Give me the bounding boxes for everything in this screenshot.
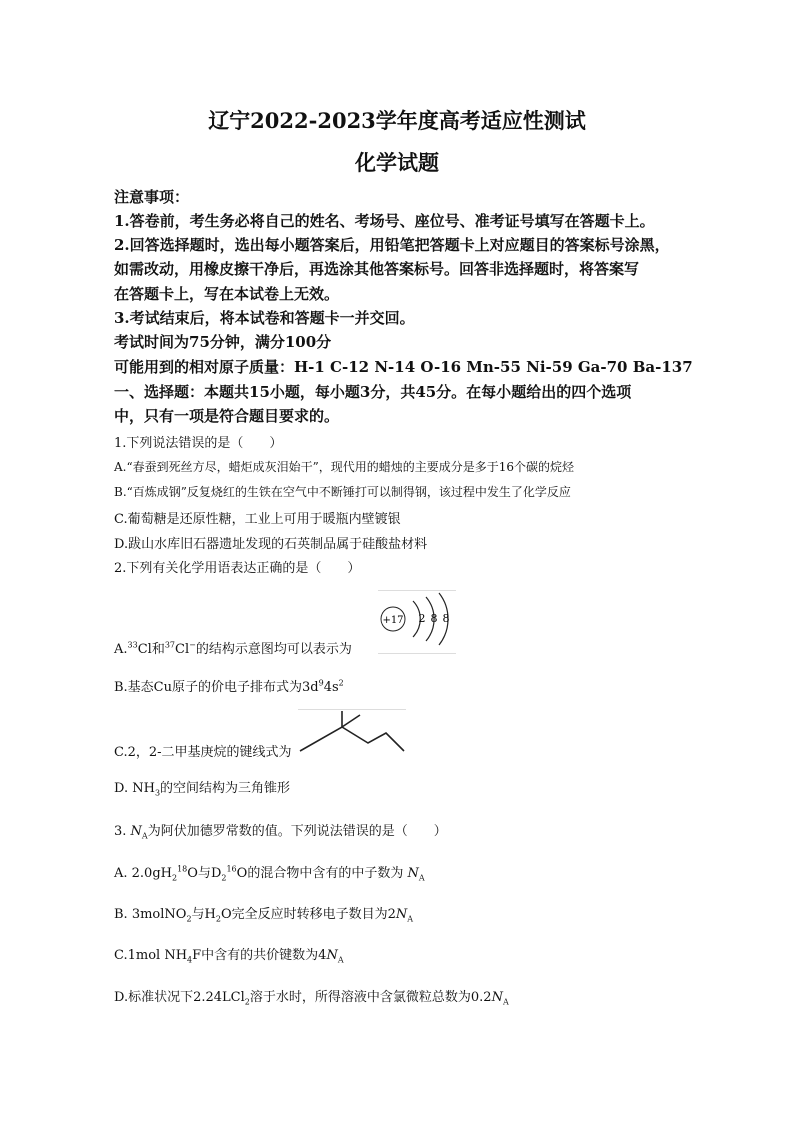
page-title: 辽宁2022-2023学年度高考适应性测试 bbox=[208, 108, 586, 133]
q2-option-a: A.$^{33}$Cl和$^{37}$Cl−的结构示意图均可以表示为 bbox=[114, 640, 352, 657]
skeletal-formula-diagram bbox=[298, 709, 406, 755]
q1-option-b: B.“百炼成钢”反复烧红的生铁在空气中不断锤打可以制得钢，该过程中发生了化学反应 bbox=[114, 485, 571, 499]
note-1: 1.答卷前，考生务必将自己的姓名、考场号、座位号、准考证号填写在答题卡上。 bbox=[114, 212, 655, 230]
q1-stem: 1.下列说法错误的是（ ） bbox=[114, 436, 283, 451]
q1-option-a: A.“春蚕到死丝方尽，蜡炬成灰泪始干”，现代用的蜡烛的主要成分是多于16个碳的烷烃 bbox=[114, 460, 575, 474]
page-subtitle: 化学试题 bbox=[355, 150, 439, 175]
methyl-branch-2 bbox=[342, 715, 360, 727]
q3-stem: 3. $N_A$为阿伏加德罗常数的值。下列说法错误的是（ ） bbox=[114, 824, 447, 841]
q2-option-d: D. $NH_3$的空间结构为三角锥形 bbox=[114, 781, 291, 798]
main-chain-bonds bbox=[300, 727, 404, 751]
q2-stem: 2.下列有关化学用语表达正确的是（ ） bbox=[114, 561, 361, 576]
shell-1-count: 2 bbox=[418, 612, 426, 625]
section-1-line-2: 中，只有一项是符合题目要求的。 bbox=[114, 407, 340, 425]
nucleus-charge: +17 bbox=[382, 615, 404, 626]
note-3: 3.考试结束后，将本试卷和答题卡一并交回。 bbox=[114, 309, 415, 327]
q2-option-c: C.2，2-二甲基庚烷的键线式为 bbox=[114, 745, 292, 760]
shell-2-count: 8 bbox=[430, 612, 438, 625]
atomic-masses: 可能用到的相对原子质量：H-1 C-12 N-14 O-16 Mn-55 Ni-59 Ga-70 Ba-137 bbox=[114, 358, 693, 376]
notes-heading: 注意事项： bbox=[114, 188, 190, 206]
q3-option-d: D.标准状况下2.24LCl$_2$溶于水时，所得溶液中含氯微粒总数为$0.2N_A$ bbox=[114, 990, 509, 1007]
q2-option-b: B.基态Cu原子的价电子排布式为$3d^94s^2$ bbox=[114, 678, 344, 695]
note-2a: 2.回答选择题时，选出每小题答案后，用铅笔把答题卡上对应题目的答案标号涂黑， bbox=[114, 236, 670, 254]
q3-option-c: C.1mol $NH_4F$中含有的共价键数为$4N_A$ bbox=[114, 948, 344, 965]
chlorine-atomic-structure-diagram bbox=[378, 590, 456, 654]
note-2b: 如需改动，用橡皮擦干净后，再选涂其他答案标号。回答非选择题时，将答案写 bbox=[114, 260, 640, 278]
section-1-line-1: 一、选择题：本题共15小题，每小题3分，共45分。在每小题给出的四个选项 bbox=[114, 383, 632, 401]
note-2c: 在答题卡上，写在本试卷上无效。 bbox=[114, 285, 340, 303]
q3-option-a: A. $2.0gH_2^{18}O$与$D_2^{16}O$的混合物中含有的中子数为 $N_A$ bbox=[114, 864, 425, 883]
q3-option-b: B. 3molNO$_2$与$H_2O$完全反应时转移电子数目为$2N_A$ bbox=[114, 907, 414, 924]
q1-option-c: C.葡萄糖是还原性糖，工业上可用于暖瓶内壁镀银 bbox=[114, 512, 401, 527]
q1-option-d: D.跋山水库旧石器遗址发现的石英制品属于硅酸盐材料 bbox=[114, 537, 428, 552]
exam-time: 考试时间为75分钟，满分100分 bbox=[114, 333, 332, 351]
shell-3-count: 8 bbox=[442, 612, 450, 625]
